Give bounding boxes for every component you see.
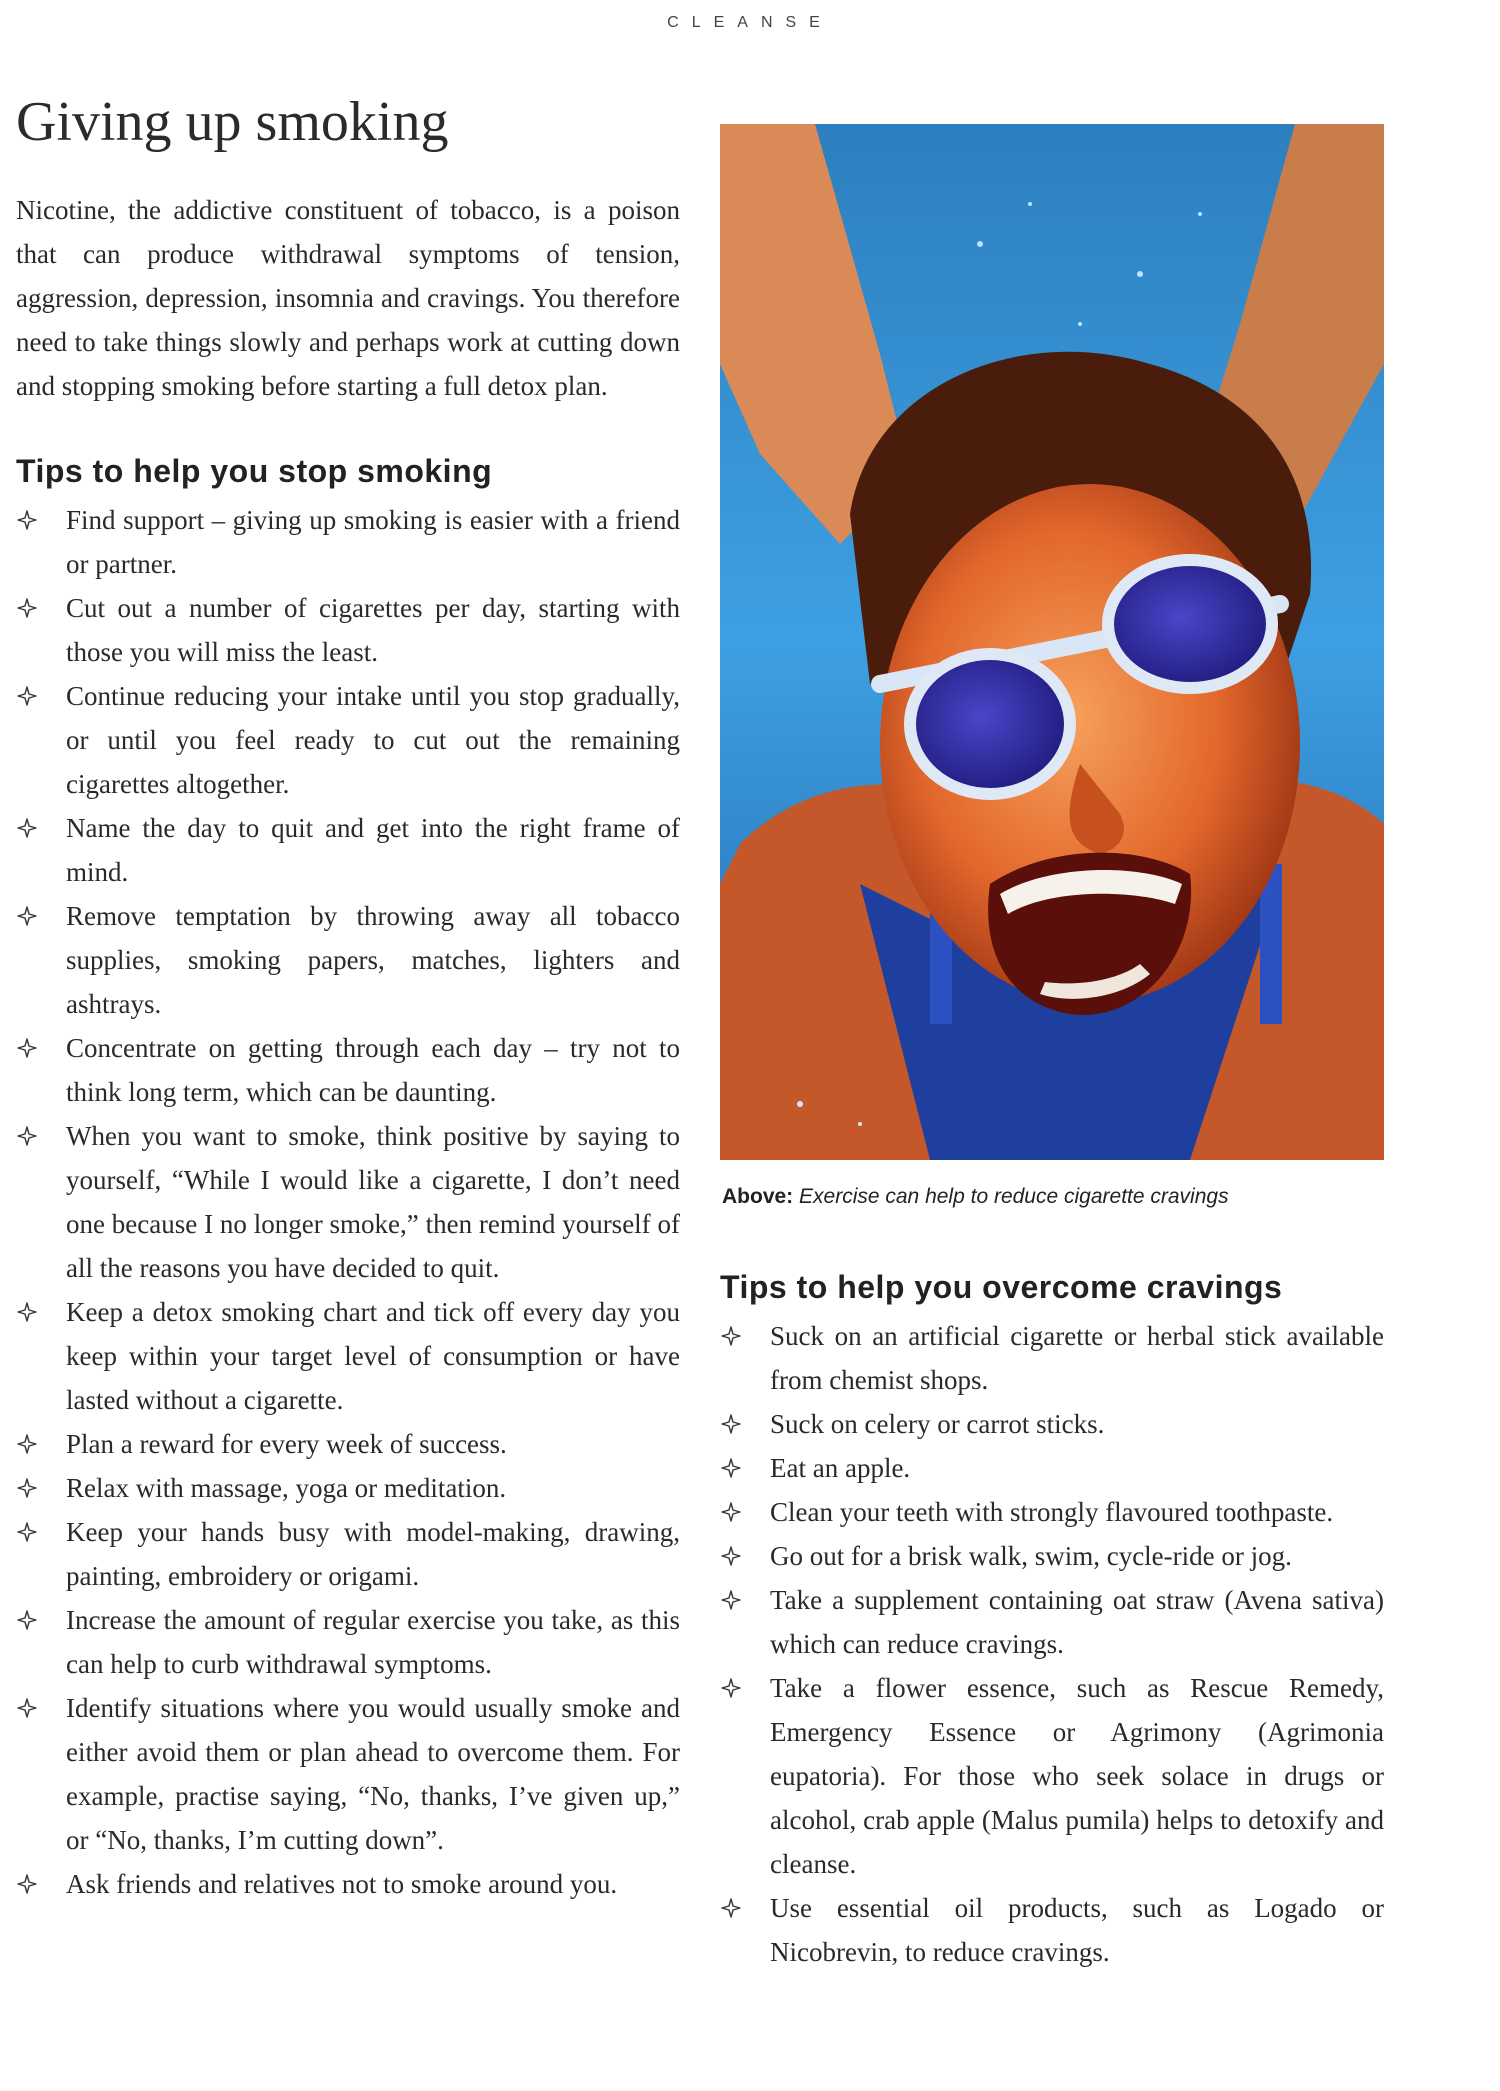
list-item-text: Keep your hands busy with model-making, drawing, painting, embroidery or origami. xyxy=(66,1517,680,1591)
diamond-bullet-icon xyxy=(16,894,38,938)
list-item xyxy=(16,1466,680,1510)
diamond-bullet-icon xyxy=(16,1510,38,1554)
diamond-bullet-icon xyxy=(720,1446,742,1490)
diamond-bullet-icon xyxy=(16,1686,38,1730)
list-item xyxy=(720,1402,1384,1446)
list-item-text: Clean your teeth with strongly flavoured toothpaste. xyxy=(770,1497,1334,1527)
list-item-text: Ask friends and relatives not to smoke around you. xyxy=(66,1869,618,1899)
intro-paragraph: Nicotine, the addictive constituent of tobacco, is a poison that can produce withdrawal symptoms of tension, aggression, depression, insomnia and cravings. You therefore need to take things slowly and perhaps work at cutting down and stopping smoking before starting a full detox plan. xyxy=(16,195,680,401)
list-item xyxy=(720,1534,1384,1578)
diamond-bullet-icon xyxy=(720,1402,742,1446)
list-item xyxy=(16,1598,680,1686)
right-column xyxy=(720,124,1384,1974)
list-item xyxy=(16,498,680,586)
list-item-text: Find support – giving up smoking is easier with a friend or partner. xyxy=(66,505,680,579)
list-item-text: Keep a detox smoking chart and tick off every day you keep within your target level of consumption or have lasted without a cigarette. xyxy=(66,1297,680,1415)
cravings-list xyxy=(720,1314,1384,1974)
list-item-text: Name the day to quit and get into the right frame of mind. xyxy=(66,813,680,887)
diamond-bullet-icon xyxy=(16,1862,38,1906)
cravings-heading: Tips to help you overcome cravings xyxy=(720,1269,1283,1305)
diamond-bullet-icon xyxy=(16,586,38,630)
list-item-text: Remove temptation by throwing away all tobacco supplies, smoking papers, matches, lighters and ashtrays. xyxy=(66,901,680,1019)
list-item xyxy=(720,1490,1384,1534)
diamond-bullet-icon xyxy=(16,1114,38,1158)
stop-smoking-heading: Tips to help you stop smoking xyxy=(16,453,493,489)
list-item-text: Use essential oil products, such as Logado or Nicobrevin, to reduce cravings. xyxy=(770,1893,1384,1967)
diamond-bullet-icon xyxy=(16,1422,38,1466)
caption-lead: Above: xyxy=(722,1185,794,1208)
diamond-bullet-icon xyxy=(16,498,38,542)
list-item-text: Take a supplement containing oat straw (Avena sativa) which can reduce cravings. xyxy=(770,1585,1384,1659)
list-item xyxy=(16,1422,680,1466)
list-item xyxy=(720,1578,1384,1666)
list-item xyxy=(16,674,680,806)
list-item-text: Eat an apple. xyxy=(770,1453,911,1483)
page-title: Giving up smoking xyxy=(16,91,449,153)
caption-text: Exercise can help to reduce cigarette cravings xyxy=(793,1185,1229,1208)
diamond-bullet-icon xyxy=(16,1026,38,1070)
list-item-text: Concentrate on getting through each day – try not to think long term, which can be daunting. xyxy=(66,1033,680,1107)
list-item xyxy=(16,894,680,1026)
diamond-bullet-icon xyxy=(720,1666,742,1710)
swimmer-illustration xyxy=(720,124,1384,1160)
list-item-text: Increase the amount of regular exercise you take, as this can help to curb withdrawal symptoms. xyxy=(66,1605,680,1679)
diamond-bullet-icon xyxy=(720,1578,742,1622)
list-item-text: Identify situations where you would usually smoke and either avoid them or plan ahead to overcome them. For example, practise saying, “No, thanks, I’ve given up,” or “No, thanks, I’m cutting down”. xyxy=(66,1693,680,1855)
diamond-bullet-icon xyxy=(16,806,38,850)
list-item xyxy=(16,1026,680,1114)
list-item xyxy=(16,1862,680,1906)
list-item-text: When you want to smoke, think positive by saying to yourself, “While I would like a cigarette, I don’t need one because I no longer smoke,” then remind yourself of all the reasons you have decided to quit. xyxy=(66,1121,680,1283)
list-item-text: Go out for a brisk walk, swim, cycle-ride or jog. xyxy=(770,1541,1292,1571)
list-item xyxy=(16,586,680,674)
list-item-text: Relax with massage, yoga or meditation. xyxy=(66,1473,507,1503)
list-item-text: Plan a reward for every week of success. xyxy=(66,1429,507,1459)
photo-caption xyxy=(722,1182,1384,1212)
list-item-text: Cut out a number of cigarettes per day, starting with those you will miss the least. xyxy=(66,593,680,667)
list-item-text: Suck on celery or carrot sticks. xyxy=(770,1409,1105,1439)
swimmer-photo xyxy=(720,124,1384,1160)
diamond-bullet-icon xyxy=(720,1490,742,1534)
list-item xyxy=(16,1686,680,1862)
list-item xyxy=(720,1314,1384,1402)
running-head: CLEANSE xyxy=(667,14,833,31)
list-item-text: Take a flower essence, such as Rescue Remedy, Emergency Essence or Agrimony (Agrimonia eupatoria). For those who seek solace in drugs or alcohol, crab apple (Malus pumila) helps to detoxify and cleanse. xyxy=(770,1673,1384,1879)
list-item-text: Suck on an artificial cigarette or herbal stick available from chemist shops. xyxy=(770,1321,1384,1395)
list-item xyxy=(16,806,680,894)
diamond-bullet-icon xyxy=(720,1314,742,1358)
list-item xyxy=(720,1446,1384,1490)
diamond-bullet-icon xyxy=(16,1466,38,1510)
left-column xyxy=(16,86,680,1906)
diamond-bullet-icon xyxy=(16,1598,38,1642)
list-item xyxy=(16,1114,680,1290)
list-item xyxy=(16,1290,680,1422)
diamond-bullet-icon xyxy=(16,674,38,718)
diamond-bullet-icon xyxy=(720,1886,742,1930)
list-item xyxy=(16,1510,680,1598)
list-item xyxy=(720,1886,1384,1974)
diamond-bullet-icon xyxy=(720,1534,742,1578)
stop-smoking-list xyxy=(16,498,680,1906)
list-item xyxy=(720,1666,1384,1886)
diamond-bullet-icon xyxy=(16,1290,38,1334)
list-item-text: Continue reducing your intake until you stop gradually, or until you feel ready to cut out the remaining cigarettes altogether. xyxy=(66,681,680,799)
